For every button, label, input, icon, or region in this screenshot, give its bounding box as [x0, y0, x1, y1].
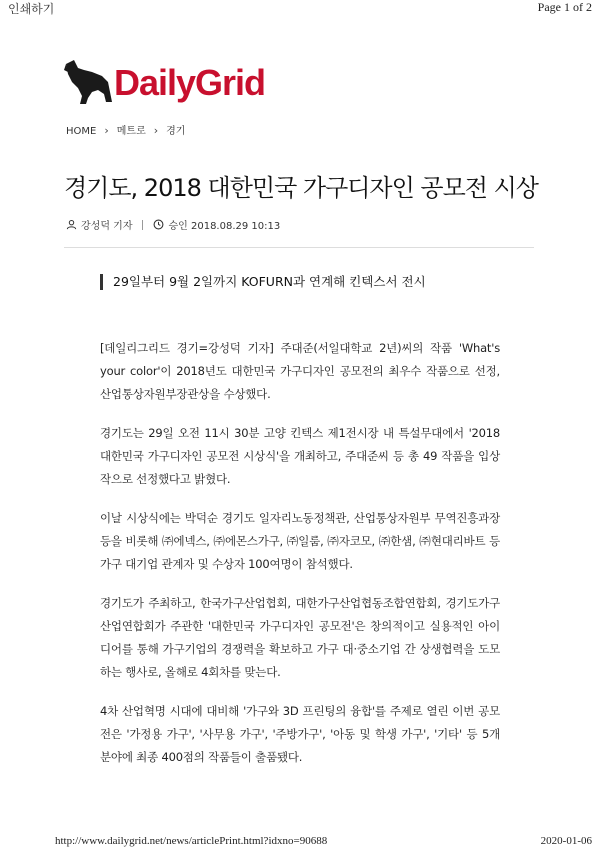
breadcrumb-metro[interactable]: 메트로: [116, 126, 146, 137]
meta-divider: [142, 220, 143, 230]
article-paragraph: 이날 시상식에는 박덕순 경기도 일자리노동정책관, 산업통상자원부 무역진흥과장 등을 비롯해 ㈜에넥스, ㈜에몬스가구, ㈜일룸, ㈜자코모, ㈜한샘, ㈜현대리바트 등 가구 대기업 관계자 및 수상자 100여명이 참석했다.: [100, 511, 500, 571]
article-subtitle: 29일부터 9월 2일까지 KOFURN과 연계해 킨텍스서 전시: [100, 274, 426, 290]
approved-datetime: 승인 2018.08.29 10:13: [168, 221, 281, 232]
article-title: 경기도, 2018 대한민국 가구디자인 공모전 시상: [64, 174, 538, 202]
article-paragraph: 4차 산업혁명 시대에 대비해 '가구와 3D 프린팅의 융합'를 주제로 열린 이번 공모전은 '가정용 가구', '사무용 가구', '주방가구', '아동 및 학생 가구', '기타' 등 5개 분야에 최종 400점의 작품들이 출품됐다.: [100, 704, 500, 764]
page-indicator: Page 1 of 2: [537, 0, 592, 14]
header-divider: [64, 247, 534, 248]
article-meta: [66, 217, 280, 232]
breadcrumb-gyeonggi[interactable]: 경기: [166, 126, 186, 137]
chevron-right-icon: ›: [153, 124, 159, 137]
print-footer-url: http://www.dailygrid.net/news/articlePrint.html?idxno=90688: [55, 835, 328, 847]
article-paragraph: 경기도는 29일 오전 11시 30분 고양 킨텍스 제1전시장 내 특설무대에서 '2018 대한민국 가구디자인 공모전 시상식'을 개최하고, 주대준씨 등 총 49 작품을 입상작으로 선정했다고 밝혔다.: [100, 426, 500, 486]
article-paragraph: 경기도가 주최하고, 한국가구산업협회, 대한가구산업협동조합연합회, 경기도가구산업연합회가 주관한 '대한민국 가구디자인 공모전'은 창의적이고 실용적인 아이디어를 통해 가구기업의 경쟁력을 확보하고 가구 대·중소기업 간 상생협력을 도모하는 행사로, 올해로 4회차를 맞는다.: [100, 596, 500, 679]
clock-icon: [153, 219, 164, 230]
user-icon: [66, 219, 77, 230]
article-paragraph: [데일리그리드 경기=강성덕 기자] 주대준(서일대학교 2년)씨의 작품 'What's your color'이 2018년도 대한민국 가구디자인 공모전의 최우수 작품으로 선정, 산업통상자원부장관상을 수상했다.: [100, 341, 500, 401]
logo-text: DailyGrid: [114, 62, 266, 103]
site-logo[interactable]: [62, 58, 266, 108]
breadcrumb-home[interactable]: HOME: [66, 126, 97, 137]
breadcrumb: [66, 122, 185, 137]
chevron-right-icon: ›: [104, 124, 109, 137]
author-name: 강성덕 기자: [81, 221, 133, 232]
dog-icon: [62, 58, 114, 108]
print-footer-date: 2020-01-06: [540, 835, 592, 847]
print-button[interactable]: 인쇄하기: [8, 2, 55, 16]
article-body: [100, 337, 500, 785]
